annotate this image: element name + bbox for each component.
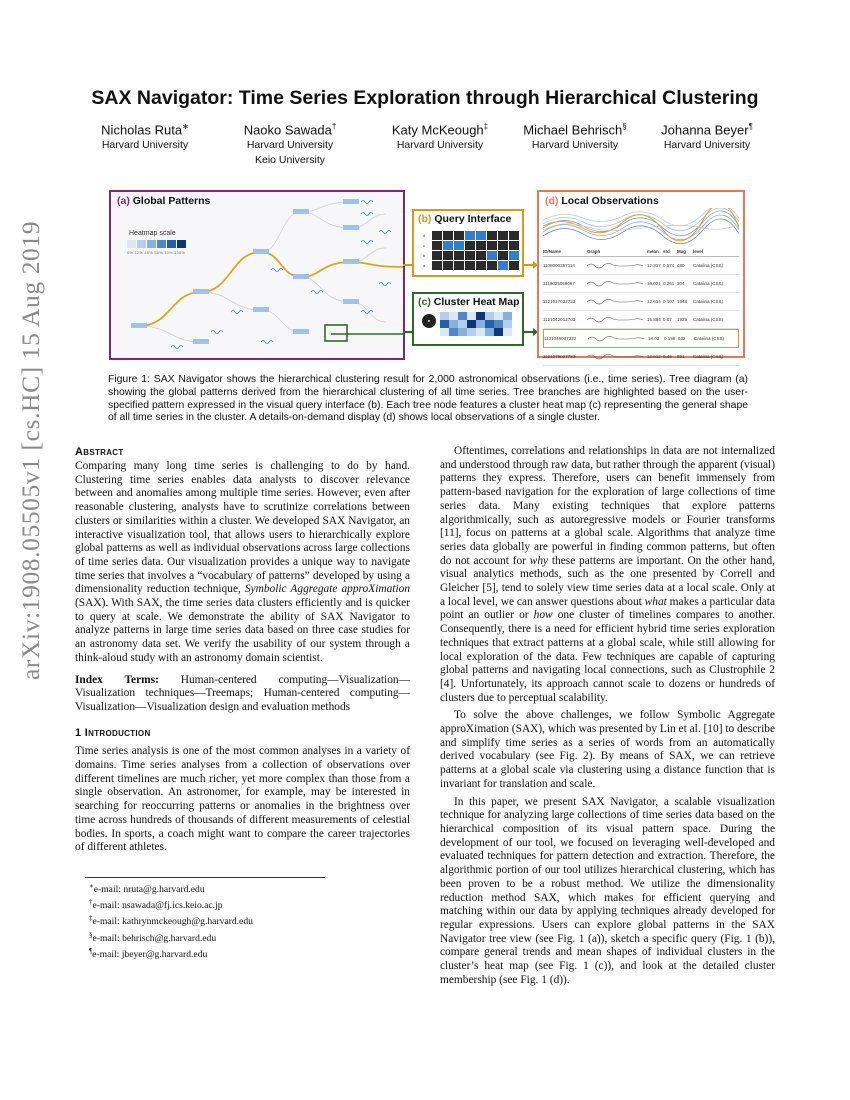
paper-title: SAX Navigator: Time Series Exploration through Hierarchical Clustering: [91, 87, 759, 109]
panel-c-title: Cluster Heat Map: [433, 296, 520, 308]
panel-query-interface: [412, 209, 524, 277]
query-cell[interactable]: [509, 261, 519, 270]
panel-b-label: [418, 213, 511, 225]
heat-map-cell: [458, 312, 467, 320]
paragraph-2: [440, 445, 775, 705]
table-row[interactable]: [543, 257, 739, 275]
introduction-heading: 1 Introduction: [75, 726, 151, 739]
abstract-heading: Abstract: [75, 446, 124, 458]
query-cell[interactable]: [498, 251, 508, 260]
heat-map-cell: [485, 328, 494, 336]
heatmap-scale-ticks: 0% 12% 40% 50% 70% 100%: [127, 250, 186, 255]
author-mark: §: [622, 122, 627, 131]
footnote-text: e-mail: nruta@g.harvard.edu: [93, 884, 205, 896]
text-part: these patterns are important. On the other hand, visual analytics methods, such as the one presented by Correll and Gleicher [5], tend to solely view time series data at a local scale. Only at a local level, we can answer questions about: [440, 554, 775, 608]
query-cell[interactable]: [509, 251, 519, 260]
heat-map-cell: [494, 320, 503, 328]
author-4: [505, 122, 645, 152]
query-cell[interactable]: [454, 231, 464, 240]
sparkline: [587, 314, 647, 325]
table-cell: 1121079027783: [543, 354, 576, 359]
table-cell: 1648: [677, 299, 688, 304]
query-row-labels: [423, 231, 425, 271]
left-column: [75, 460, 410, 855]
footnote-text: e-mail: jbeyer@g.harvard.edu: [92, 948, 208, 960]
paragraph-3: To solve the above challenges, we follow Symbolic Aggregate approXimation (SAX), which was presented by Lin et al. [10] to describe and simplify time series as a series of words from an automatically derived vocabulary (see Fig. 2). By means of SAX, we can retrieve patterns at a global scale via clustering using a distance function that is invariant for translation and scale.: [440, 709, 775, 790]
author-name: Katy McKeough: [391, 122, 484, 138]
sparkline: [587, 260, 647, 271]
heat-map-cell: [467, 328, 476, 336]
footnote-text: e-mail: behrisch@g.harvard.edu: [92, 932, 217, 944]
table-cell: 12.317: [647, 263, 661, 268]
query-cell[interactable]: [476, 241, 486, 250]
footnote-rule: [85, 877, 325, 878]
heat-map-cell: [449, 320, 458, 328]
column-header[interactable]: Graph: [587, 249, 601, 254]
heat-map-cell: [440, 328, 449, 336]
query-cell[interactable]: [487, 251, 497, 260]
heat-map-cell: [476, 320, 485, 328]
table-cell: 480: [677, 263, 685, 268]
table-cell: 1121017032733: [543, 299, 576, 304]
author-mark: ∗: [182, 122, 189, 131]
query-cell[interactable]: [498, 241, 508, 250]
text-part: one cluster of timelines compares to another. Consequently, there is a need for efficient hybrid time series exploration techniques that extract patterns at a global scale, while still allowing for local exploration of the data. Few techniques are capable of capturing global patterns and navigating local connections, such as Clustrophile 2 [4]. Unfortunately, its approach cannot scale to dozens or hundreds of clusters due to perceptual scalability.: [440, 609, 775, 704]
index-terms-label: Index Terms:: [75, 673, 159, 686]
table-cell: 0.261: [663, 281, 675, 286]
panel-d-label: [545, 195, 659, 207]
table-cell: Catalina (CSS): [694, 336, 725, 341]
panel-a-title: Global Patterns: [132, 195, 211, 207]
author-3: [370, 122, 510, 152]
table-cell: 1108000357114: [543, 263, 575, 268]
column-header[interactable]: level: [693, 249, 704, 254]
query-cell[interactable]: [476, 231, 486, 240]
table-cell: Catalina (CSS): [693, 317, 724, 322]
query-cell[interactable]: [487, 241, 497, 250]
table-cell: 1118025058067: [543, 281, 575, 286]
author-mark: ¶: [748, 122, 753, 131]
author-affiliation: Harvard University: [101, 139, 189, 152]
heat-map-cell: [449, 328, 458, 336]
sparkline: [587, 278, 647, 289]
author-mark: †: [331, 122, 337, 131]
text-part: makes a particular data point an outlier or: [440, 595, 775, 622]
heat-map-cell: [494, 312, 503, 320]
query-cell[interactable]: [443, 241, 453, 250]
footnote-mark: §: [89, 930, 93, 939]
index-terms-text: Human-centered computing—Visualization—Visualization techniques—Treemaps; Human-centered computing—Visualization—Visualization design and evaluation methods: [75, 673, 410, 713]
query-cell[interactable]: [443, 261, 453, 270]
emphasis: what: [644, 595, 667, 608]
column-header[interactable]: ID/Name: [543, 249, 562, 254]
author-affiliation: Harvard University: [396, 139, 484, 152]
table-cell: 16.021: [647, 281, 661, 286]
query-cell[interactable]: [487, 231, 497, 240]
heat-map-cell: [440, 312, 449, 320]
panel-a-tag: (a): [117, 195, 130, 207]
heat-map-cell: [458, 320, 467, 328]
query-cell[interactable]: [454, 241, 464, 250]
abstract-part: (SAX). With SAX, the time series data clusters efficiently and is quicker to query at scale. We demonstrate the ability of SAX Navigator to analyze patterns in large time series data based on three case studies for an astronomy data set. We verify the usability of our system through a think-aloud study with an astronomy domain scientist.: [75, 597, 410, 664]
table-cell: 932: [678, 336, 686, 341]
table-row[interactable]: [543, 348, 739, 366]
heat-map-cell: [485, 320, 494, 328]
panel-d-tag: (d): [545, 195, 559, 207]
author-affiliation: Harvard University: [246, 139, 334, 152]
author-name: Nicholas Ruta: [101, 122, 183, 138]
table-cell: 304: [677, 281, 685, 286]
author-affiliation-2: Keio University: [254, 153, 326, 166]
footnote-text: e-mail: nsawada@fj.ics.keio.ac.jp: [92, 900, 223, 912]
panel-c-tag: (c): [418, 296, 431, 308]
table-cell: Catalina (CSS): [693, 354, 724, 359]
footnote: [75, 880, 410, 896]
table-cell: 0.49: [663, 354, 672, 359]
table-body: [543, 257, 739, 366]
heat-map-cell: [449, 312, 458, 320]
query-cell[interactable]: [509, 231, 519, 240]
abstract-text: [75, 460, 410, 666]
table-cell: Catalina (CSS): [693, 281, 724, 286]
table-cell: Catalina (CSS): [693, 299, 724, 304]
footnote: [75, 896, 410, 912]
query-cell[interactable]: [432, 251, 442, 260]
sparkline: [587, 351, 647, 362]
footnote-text: e-mail: kathrynmckeough@g.harvard.edu: [92, 916, 253, 928]
right-column: [440, 445, 775, 987]
query-cell[interactable]: [498, 231, 508, 240]
query-row-label: d: [423, 233, 426, 238]
author-name: Naoko Sawada: [243, 122, 332, 138]
emphasis: why: [529, 554, 549, 567]
heat-map-cell: [458, 328, 467, 336]
query-row-label: a: [423, 263, 426, 268]
query-cell[interactable]: [476, 261, 486, 270]
author-affiliation: Harvard University: [663, 139, 751, 152]
table-header: [543, 247, 739, 257]
heat-map-cell: [476, 312, 485, 320]
cluster-node-icon[interactable]: ●: [422, 314, 436, 328]
panel-local-observations: [537, 190, 745, 358]
query-cell[interactable]: [454, 261, 464, 270]
author-affiliation: Harvard University: [531, 139, 619, 152]
table-cell: 1121046007322: [544, 336, 577, 341]
footnote-mark: †: [89, 898, 93, 907]
heat-map-cell: [494, 328, 503, 336]
text-part: Oftentimes, correlations and relationships in data are not internalized and understood through raw data, but rather through the apparent (visual) patterns they express. Therefore, users can benefit immensely from pattern-based navigation for the exploration of large collections of time series data. Many existing techniques that explore patterns algorithmically, such as autoregressive models or Fourier transforms [11], focus on patterns at a global scale. Algorithms that analyze time series data globally are powerful in finding common patterns, but often do not account for: [440, 445, 775, 567]
abstract-emphasis: Symbolic Aggregate approXimation: [244, 583, 410, 596]
paragraph-4: In this paper, we present SAX Navigator, a scalable visualization technique for analyzing large collections of time series data based on the hierarchical composition of its visual pattern space. During the development of our tool, we focused on leveraging well-developed and evaluated techniques for pattern detection and extraction. Therefore, the algorithmic portion of our tool utilizes hierarchical clustering, which has been proven to be a robust method. We utilize the dimensionality reduction method SAX, which makes for efficient querying and matching within our data by applying techniques already developed for regular expressions. Users can explore global patterns in the SAX Navigator tree view (see Fig. 1 (a)), sketch a specific query (Fig. 1 (b)), compare general trends and mean shapes of individual clusters in the cluster’s heat map (see Fig. 1 (c)), and look at the detailed cluster membership (see Fig. 1 (d)).: [440, 795, 775, 986]
footnote-mark: ¶: [89, 946, 93, 955]
arxiv-side-stamp: arXiv:1908.05505v1 [cs.HC] 15 Aug 2019: [16, 220, 45, 680]
table-row[interactable]: [543, 311, 739, 329]
heat-map-cell: [503, 312, 512, 320]
footnotes: [75, 880, 410, 961]
table-row[interactable]: [543, 293, 739, 311]
local-observations-table: [543, 247, 739, 366]
intro-paragraph-1: Time series analysis is one of the most common analyses in a variety of domains. Time series analyses from a collection of observations over different timelines are much richer, yet more complex than those from a single observation. An astronomer, for example, may be interested in searching for reoccurring patterns or anomalies in the brightness over time across hundreds of thousands of different measurements of celestial bodies. In sports, a coach might want to compare the career trajectories of different athletes.: [75, 745, 410, 854]
table-row[interactable]: [543, 275, 739, 293]
index-terms: [75, 674, 410, 715]
heat-map-cell: [440, 320, 449, 328]
table-cell: 12.612: [647, 354, 661, 359]
query-cell[interactable]: [432, 241, 442, 250]
footnote-mark: ‡: [89, 914, 93, 923]
author-name: Michael Behrisch: [523, 122, 623, 138]
overlaid-time-series: [543, 208, 739, 244]
query-cell[interactable]: [498, 261, 508, 270]
footnote-mark: ∗: [89, 882, 94, 890]
table-cell: 1929: [677, 317, 688, 322]
table-cell: 1121042012703: [543, 317, 576, 322]
heat-map-cell: [476, 328, 485, 336]
table-cell: 12.614: [647, 299, 661, 304]
query-cell[interactable]: [509, 241, 519, 250]
cluster-heat-map-grid: [440, 312, 512, 336]
query-cell[interactable]: [465, 251, 475, 260]
table-cell: 15.864: [647, 317, 661, 322]
panel-d-title: Local Observations: [561, 195, 659, 207]
table-row[interactable]: [543, 329, 739, 348]
query-cell[interactable]: [432, 231, 442, 240]
table-cell: 0.196: [664, 336, 676, 341]
table-cell: 0.574: [663, 263, 675, 268]
query-row-label: c: [423, 243, 425, 248]
query-cell[interactable]: [487, 261, 497, 270]
author-name: Johanna Beyer: [661, 122, 749, 138]
heat-map-cell: [485, 312, 494, 320]
sparkline: [587, 296, 647, 307]
heat-map-cell: [467, 320, 476, 328]
abstract-part: Comparing many long time series is challenging to do by hand. Clustering time series enables data analysts to discover relevance between and anomalies among multiple time series. However, even after reasonable clustering, analysts have to scrutinize correlations between clusters or similarities within a cluster. We developed SAX Navigator, an interactive visualization tool, that allows users to hierarchically explore global patterns as well as individual observations across large collections of time series data. Our visualization provides a unique way to navigate time series that involves a “vocabulary of patterns” developed by using a dimensionality reduction technique,: [75, 460, 410, 596]
footnote: [75, 929, 410, 945]
heat-map-cell: [503, 328, 512, 336]
table-cell: 851: [677, 354, 685, 359]
table-cell: 18.02: [648, 336, 660, 341]
panel-b-tag: (b): [418, 213, 432, 225]
heat-map-cell: [503, 320, 512, 328]
query-cell[interactable]: [432, 261, 442, 270]
author-1: [75, 122, 215, 152]
query-row-label: b: [423, 253, 426, 258]
query-cell[interactable]: [465, 261, 475, 270]
panel-cluster-heat-map: [412, 292, 524, 346]
query-cell[interactable]: [454, 251, 464, 260]
panel-b-title: Query Interface: [434, 213, 512, 225]
footnote: [75, 912, 410, 928]
table-cell: 0.107: [663, 299, 675, 304]
figure-1: [105, 188, 745, 358]
table-cell: Catalina (CSS): [693, 263, 724, 268]
query-cell[interactable]: [443, 231, 453, 240]
query-cell[interactable]: [465, 231, 475, 240]
heatmap-scale-title: Heatmap scale: [129, 230, 176, 237]
author-2: [220, 122, 360, 166]
heat-map-cell: [467, 312, 476, 320]
author-mark: ‡: [483, 122, 489, 131]
table-cell: 0.07: [663, 317, 672, 322]
query-sketch-grid[interactable]: [432, 231, 519, 270]
column-header[interactable]: mean: [647, 249, 659, 254]
column-header[interactable]: std: [663, 249, 670, 254]
author-5: [637, 122, 777, 152]
query-cell[interactable]: [443, 251, 453, 260]
panel-c-label: [418, 296, 520, 308]
query-cell[interactable]: [465, 241, 475, 250]
emphasis: how: [533, 609, 553, 622]
query-cell[interactable]: [476, 251, 486, 260]
column-header[interactable]: Mag: [677, 249, 686, 254]
figure-caption: Figure 1: SAX Navigator shows the hierarchical clustering result for 2,000 astronomical observations (i.e., time series). Tree diagram (a) showing the global patterns derived from the hierarchical clustering of all time series. Tree branches are highlighted based on the user-specified pattern expressed in the visual query interface (b). Each tree node features a cluster heat map (c) representing the general shape of all time series in the cluster. A details-on-demand display (d) shows local observations of a single cluster.: [108, 374, 748, 424]
footnote: [75, 945, 410, 961]
sparkline: [588, 333, 648, 344]
